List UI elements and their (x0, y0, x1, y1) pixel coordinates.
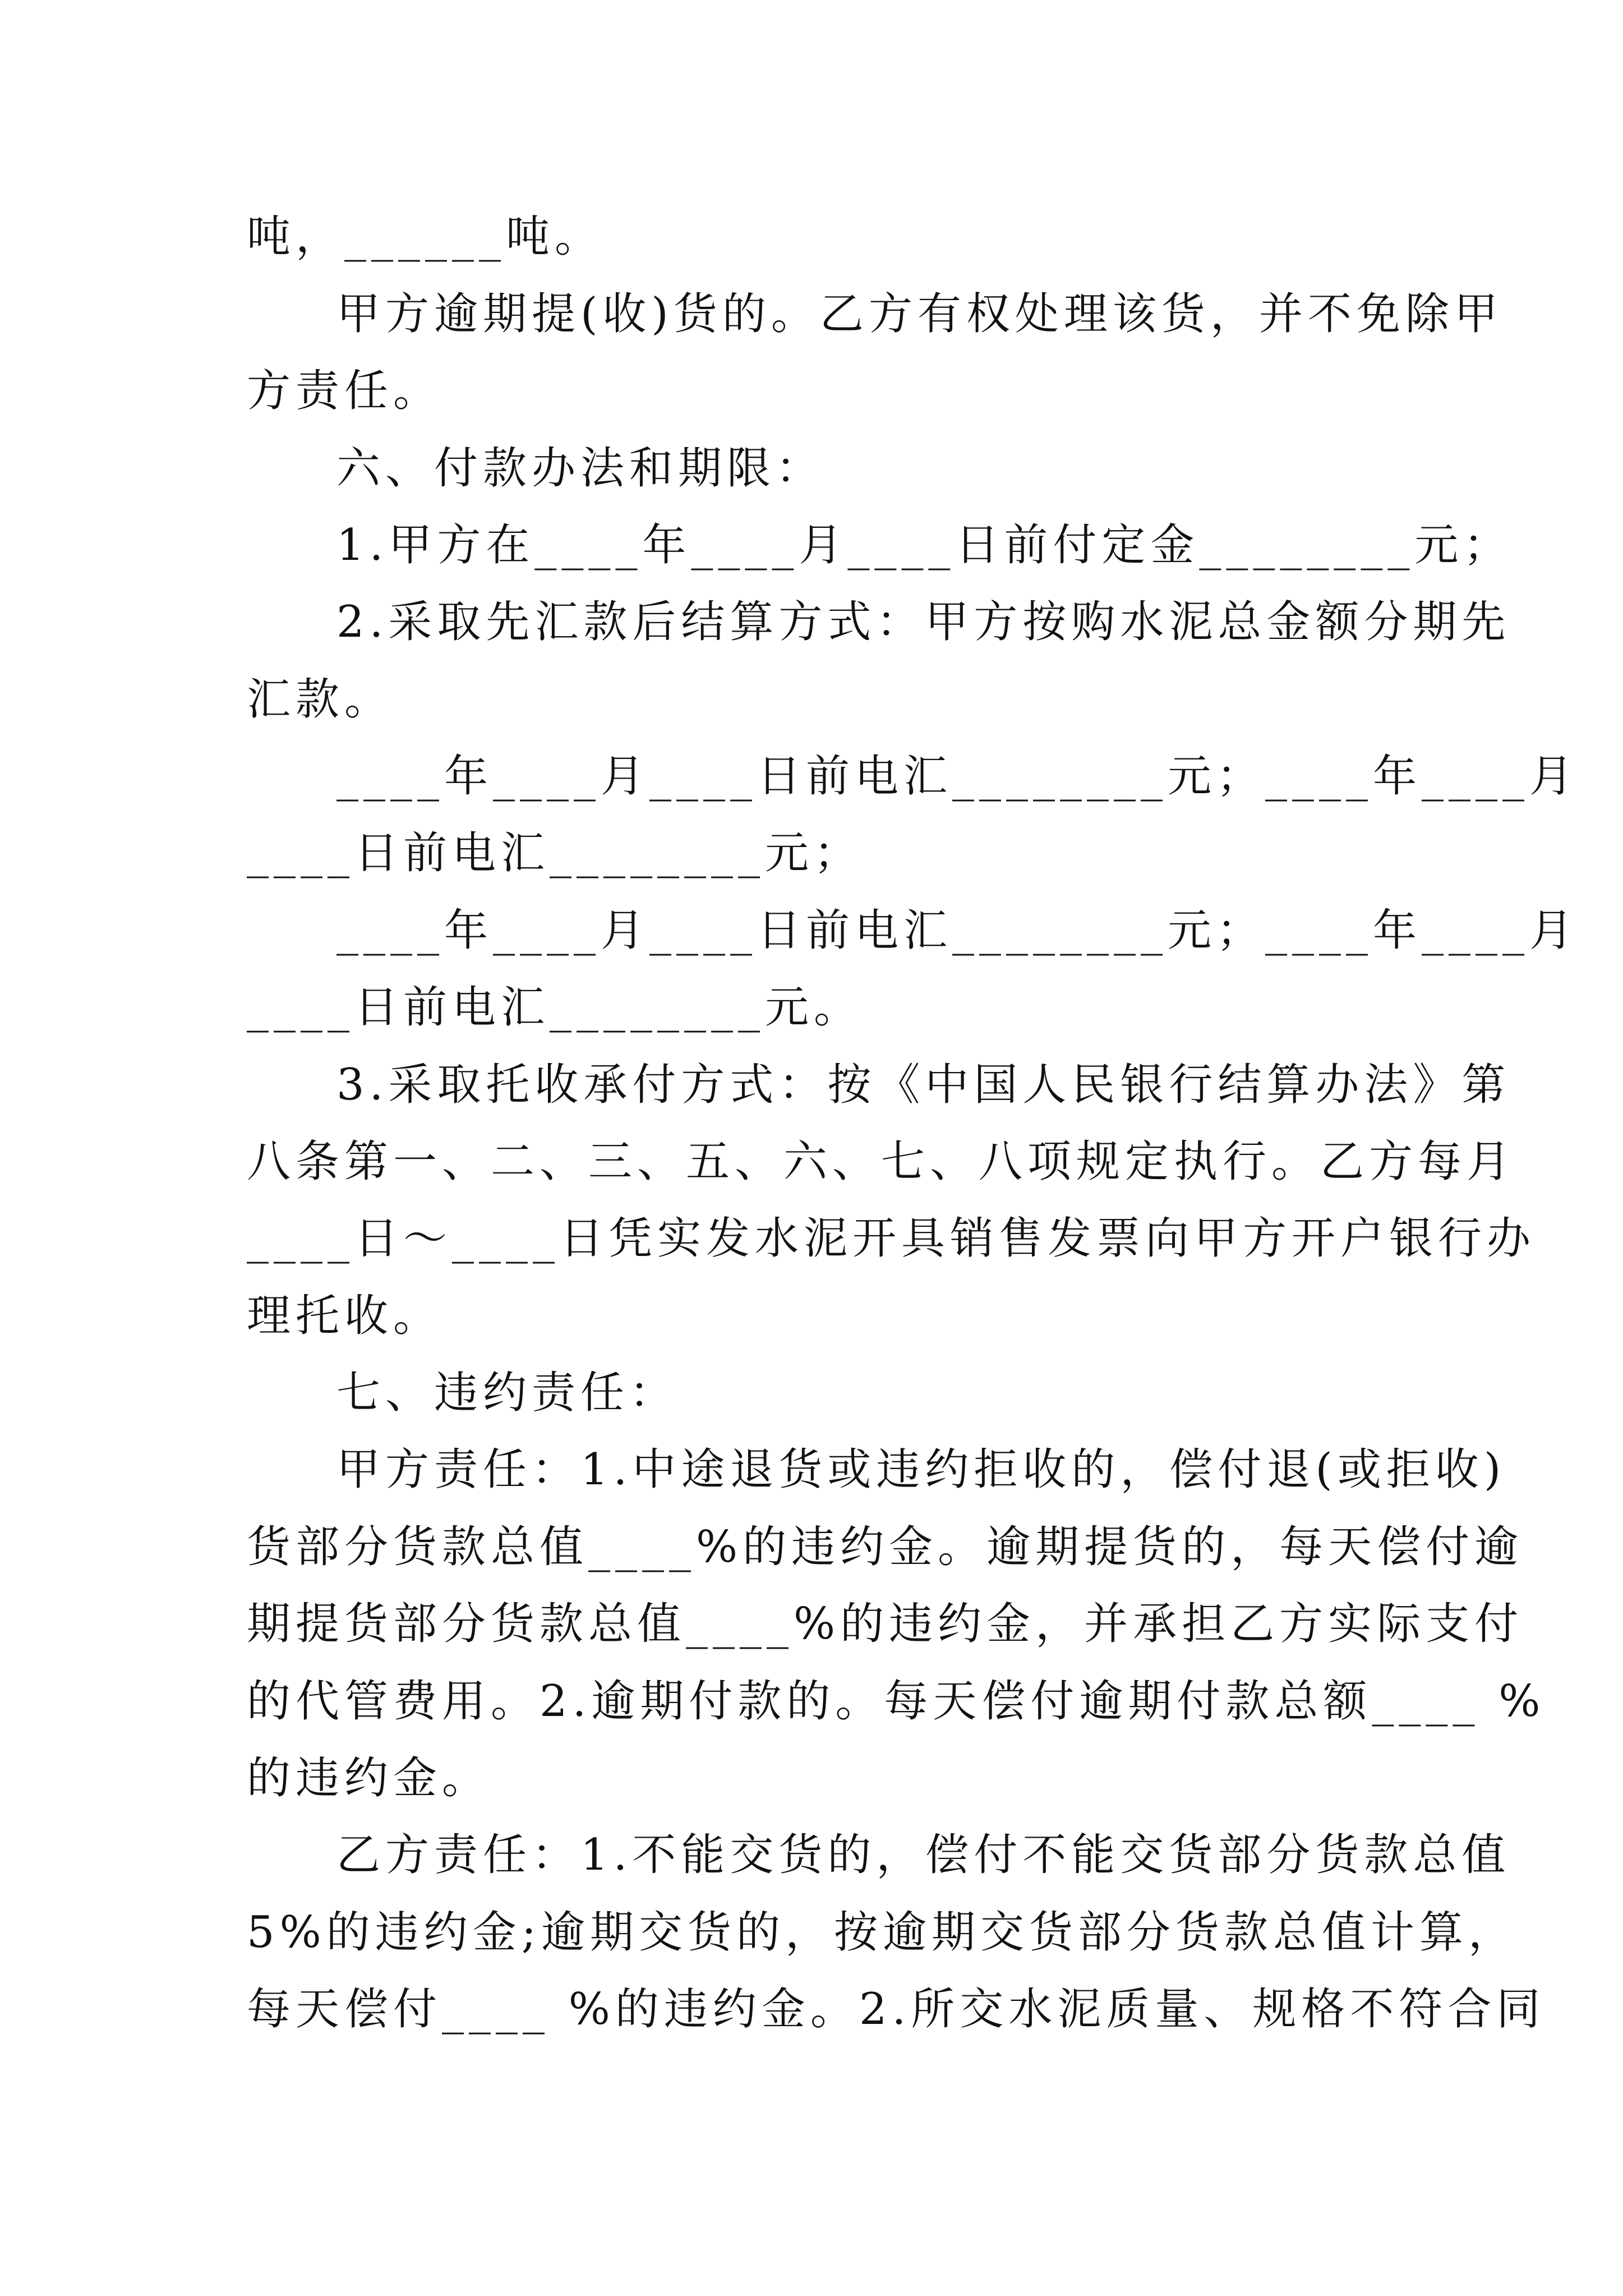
section-heading-payment: 六、付款办法和期限： (336, 443, 825, 494)
text-line-24: 每天偿付____ %的违约金。2.所交水泥质量、规格不符合同 (247, 1984, 1546, 2035)
text-line-8: ____年____月____日前电汇________元；____年____月 (336, 751, 1579, 802)
text-line-12: 3.采取托收承付方式：按《中国人民银行结算办法》第 (336, 1060, 1511, 1110)
text-line-2: 甲方逾期提(收)货的。乙方有权处理该货，并不免除甲 (336, 289, 1503, 339)
text-line-11: ____日前电汇________元。 (247, 982, 863, 1033)
text-line-15: 理托收。 (247, 1291, 442, 1341)
text-line-17: 甲方责任：1.中途退货或违约拒收的，偿付退(或拒收) (336, 1444, 1506, 1495)
text-line-6: 2.采取先汇款后结算方式：甲方按购水泥总金额分期先 (336, 597, 1511, 647)
text-line-1: 吨，______吨。 (247, 211, 604, 262)
text-line-14: ____日～____日凭实发水泥开具销售发票向甲方开户银行办 (247, 1213, 1536, 1264)
text-line-5: 1.甲方在____年____月____日前付定金________元； (336, 520, 1513, 570)
text-line-9: ____日前电汇________元； (247, 828, 863, 878)
text-line-19: 期提货部分货款总值____%的违约金，并承担乙方实际支付 (247, 1599, 1524, 1649)
text-line-7: 汇款。 (247, 674, 394, 725)
text-line-20: 的代管费用。2.逾期付款的。每天偿付逾期付款总额____ % (247, 1676, 1546, 1727)
text-line-18: 货部分货款总值____%的违约金。逾期提货的，每天偿付逾 (247, 1522, 1524, 1572)
text-line-10: ____年____月____日前电汇________元；____年____月 (336, 905, 1579, 956)
text-line-21: 的违约金。 (247, 1753, 491, 1803)
section-heading-liability: 七、违约责任： (336, 1368, 679, 1418)
text-line-3: 方责任。 (247, 366, 442, 416)
text-line-13: 八条第一、二、三、五、六、七、八项规定执行。乙方每月 (247, 1137, 1516, 1187)
text-line-23: 5%的违约金;逾期交货的，按逾期交货部分货款总值计算， (247, 1907, 1518, 1958)
text-line-22: 乙方责任：1.不能交货的，偿付不能交货部分货款总值 (336, 1830, 1511, 1880)
